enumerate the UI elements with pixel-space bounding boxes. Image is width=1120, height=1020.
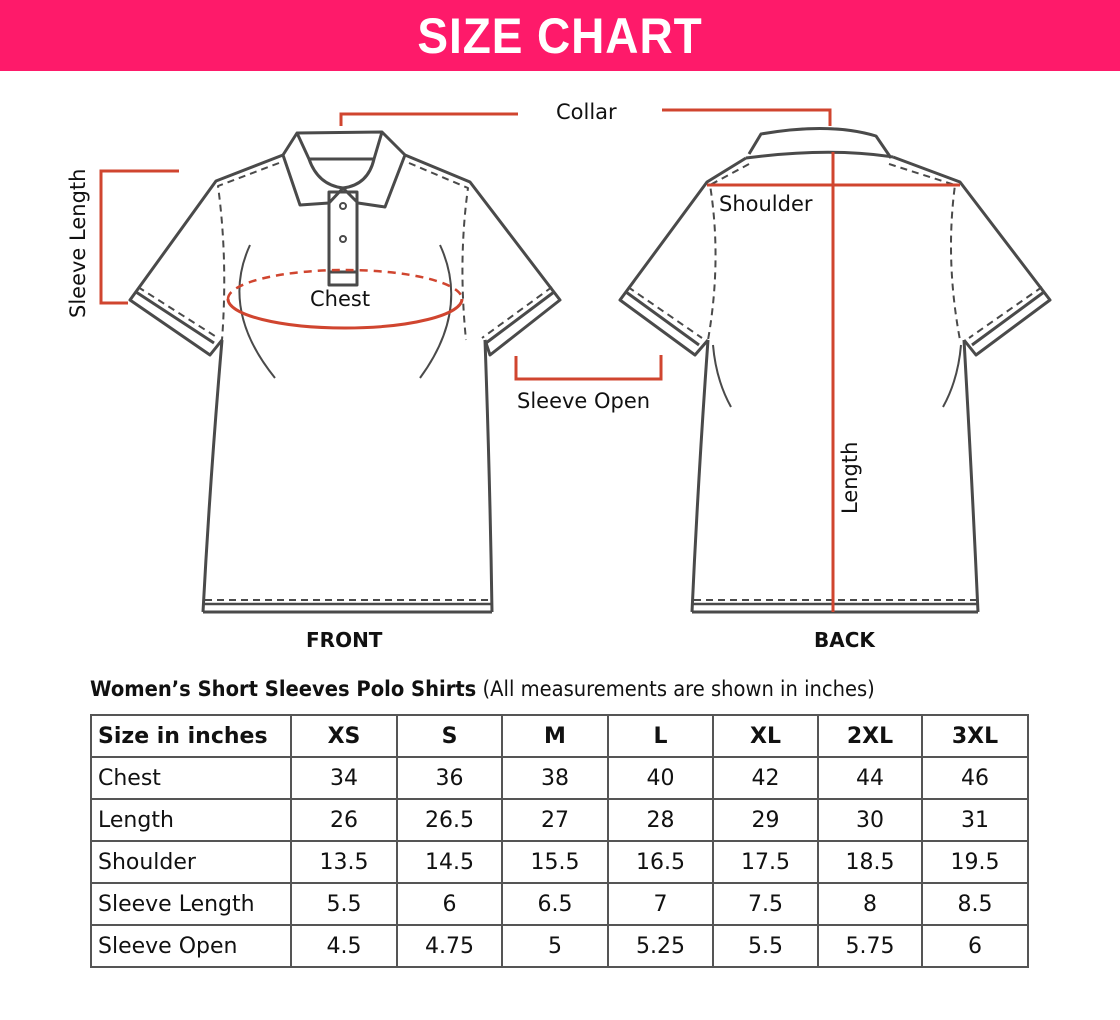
table-cell: 29 (713, 799, 818, 841)
chest-label: Chest (310, 287, 371, 311)
shoulder-label: Shoulder (719, 192, 813, 216)
table-cell: 5.75 (818, 925, 922, 967)
size-column-header: S (397, 715, 502, 757)
size-column-header: XL (713, 715, 818, 757)
table-cell: 40 (608, 757, 713, 799)
shirt-diagram (0, 71, 1120, 671)
sleeve-length-label: Sleeve Length (66, 168, 90, 318)
size-column-header: L (608, 715, 713, 757)
table-row-sleeve-length (91, 883, 1028, 925)
table-cell: 13.5 (291, 841, 397, 883)
table-cell: 17.5 (713, 841, 818, 883)
table-cell: 16.5 (608, 841, 713, 883)
table-cell: 6 (397, 883, 502, 925)
table-cell: 31 (922, 799, 1028, 841)
back-label: BACK (814, 628, 875, 652)
table-cell: 36 (397, 757, 502, 799)
table-cell: 26.5 (397, 799, 502, 841)
sleeve-open-label: Sleeve Open (517, 389, 651, 413)
size-table (90, 714, 1029, 968)
table-row-chest (91, 757, 1028, 799)
table-cell: 30 (818, 799, 922, 841)
front-shirt-illustration (130, 132, 560, 612)
table-cell: 7 (608, 883, 713, 925)
front-label: FRONT (306, 628, 383, 652)
table-cell: 38 (502, 757, 608, 799)
length-label: Length (838, 441, 862, 514)
collar-label: Collar (556, 100, 617, 124)
table-cell: 5.25 (608, 925, 713, 967)
row-label: Length (91, 799, 291, 841)
table-title: Women’s Short Sleeves Polo Shirts (90, 677, 477, 701)
table-cell: 46 (922, 757, 1028, 799)
table-cell: 19.5 (922, 841, 1028, 883)
table-cell: 27 (502, 799, 608, 841)
size-column-header: XS (291, 715, 397, 757)
row-label: Sleeve Length (91, 883, 291, 925)
size-column-header: 2XL (818, 715, 922, 757)
table-row-length (91, 799, 1028, 841)
sleeve-open-measure (516, 355, 661, 379)
table-cell: 5 (502, 925, 608, 967)
size-column-header: M (502, 715, 608, 757)
row-label: Chest (91, 757, 291, 799)
size-header-cell: Size in inches (91, 715, 291, 757)
table-cell: 42 (713, 757, 818, 799)
table-cell: 8 (818, 883, 922, 925)
table-cell: 14.5 (397, 841, 502, 883)
table-note: (All measurements are shown in inches) (482, 677, 875, 701)
table-cell: 5.5 (291, 883, 397, 925)
row-label: Sleeve Open (91, 925, 291, 967)
back-shirt-illustration (620, 128, 1050, 612)
table-cell: 8.5 (922, 883, 1028, 925)
table-cell: 28 (608, 799, 713, 841)
table-cell: 4.5 (291, 925, 397, 967)
table-cell: 26 (291, 799, 397, 841)
size-chart-header (0, 0, 1120, 71)
table-cell: 6 (922, 925, 1028, 967)
table-cell: 34 (291, 757, 397, 799)
table-cell: 44 (818, 757, 922, 799)
table-cell: 5.5 (713, 925, 818, 967)
table-row-shoulder (91, 841, 1028, 883)
row-label: Shoulder (91, 841, 291, 883)
table-header-row (91, 715, 1028, 757)
table-cell: 7.5 (713, 883, 818, 925)
table-cell: 15.5 (502, 841, 608, 883)
page-title: SIZE CHART (417, 7, 703, 64)
table-row-sleeve-open (91, 925, 1028, 967)
table-cell: 6.5 (502, 883, 608, 925)
size-column-header: 3XL (922, 715, 1028, 757)
table-cell: 4.75 (397, 925, 502, 967)
table-cell: 18.5 (818, 841, 922, 883)
table-caption (90, 677, 875, 701)
